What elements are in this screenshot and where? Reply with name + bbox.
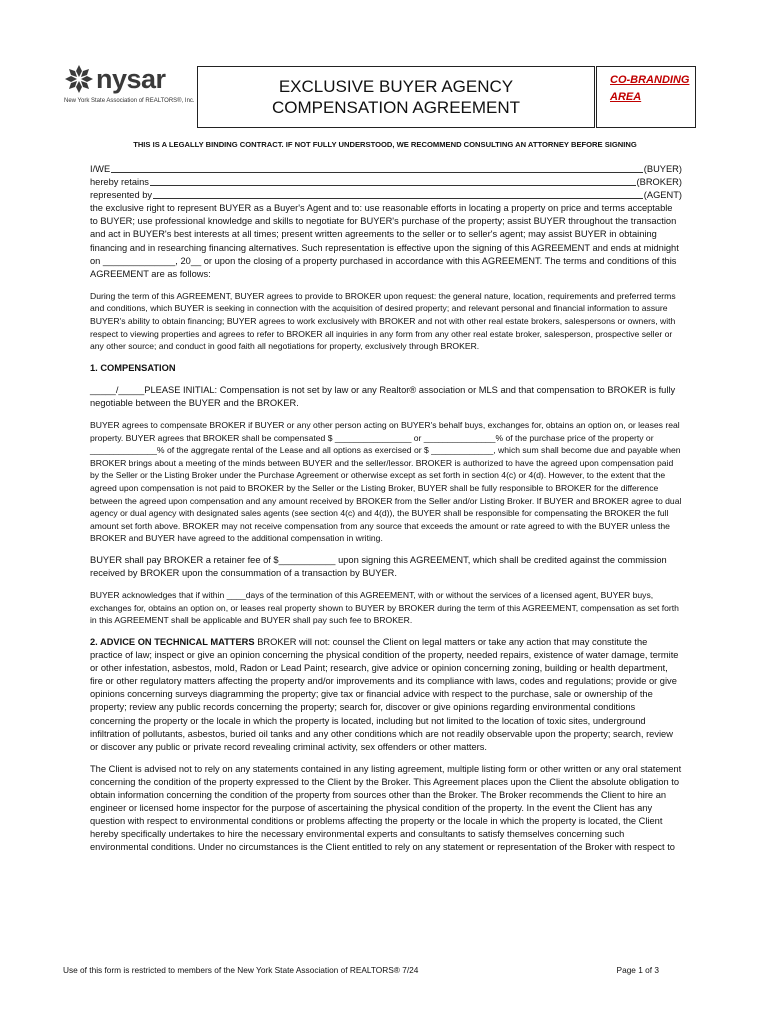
brand-subtitle: New York State Association of REALTORS®, Inc. xyxy=(64,98,195,104)
buyer-label: (BUYER) xyxy=(643,164,682,174)
iwe-label: I/WE xyxy=(90,164,111,174)
nysar-logo xyxy=(64,64,195,110)
section-2-heading: 2. ADVICE ON TECHNICAL MATTERS xyxy=(90,637,255,647)
agreement-body xyxy=(90,163,682,855)
buyer-name-field[interactable] xyxy=(111,172,643,173)
section-1-heading: 1. COMPENSATION xyxy=(90,362,176,373)
legal-notice: THIS IS A LEGALLY BINDING CONTRACT. IF NOT FULLY UNDERSTOOD, WE RECOMMEND CONSULTING AN ATTORNEY BEFORE SIGNING xyxy=(133,140,637,149)
intro-paragraph: the exclusive right to represent BUYER as a Buyer's Agent and to: use reasonable efforts in locating a property on price and terms acceptable to BUYER; use professional knowledge and skills to negotiate for BUYER's purchase of the property; assist BUYER throughout the transaction and act in BUYER's best interests at all times; present written agreements to the seller or to seller's agent; may assist BUYER in obtaining financing and in researching financing alternatives. Such representation is effective upon the signing of this AGREEMENT and ends at midnight on ______________, 20__ or upon the closing of a property purchased in accordance with this AGREEMENT. The terms and conditions of this AGREEMENT are as follows: xyxy=(90,203,679,279)
buyer-line xyxy=(90,163,682,176)
acknowledge-paragraph: BUYER acknowledges that if within ____days of the termination of this AGREEMENT, with or without the services of a licensed agent, BUYER buys, exchanges for, obtains an option on, or leases real property shown to BUYER by BROKER during the term of this AGREEMENT, compensation as set forth in this AGREEMENT shall be applicable and BUYER shall pay such fee to BROKER. xyxy=(90,590,679,626)
footer-restriction: Use of this form is restricted to members of the New York State Association of REALTORS® 7/24 xyxy=(63,965,419,975)
retainer-paragraph: BUYER shall pay BROKER a retainer fee of $___________ upon signing this AGREEMENT, which shall be credited against the commission received by BROKER upon the consummation of a transaction by BUYER. xyxy=(90,555,667,579)
page-number: Page 1 of 3 xyxy=(616,965,659,975)
title-line-2: COMPENSATION AGREEMENT xyxy=(271,98,521,117)
document-title xyxy=(197,66,595,128)
broker-name-field[interactable] xyxy=(150,185,636,186)
cobrand-line-2: AREA xyxy=(610,91,642,103)
agent-label: (AGENT) xyxy=(643,190,682,201)
represented-label: represented by xyxy=(90,190,153,201)
retains-label: hereby retains xyxy=(90,177,149,188)
broker-line xyxy=(90,176,682,189)
nysar-logo-icon xyxy=(64,64,94,94)
section-2-body: BROKER will not: counsel the Client on legal matters or take any action that may constitute the practice of law; inspect or give an opinion concerning the physical condition of the property, needed repairs, existence of water damage, termite or other infestation, asbestos, mold, Radon or Lead Paint; research, give advice or opinion concerning zoning, building or health department, fire or other regulatory matters affecting the property and/or improvements and its compliance with laws, codes and regulations; provide or give opinions concerning surveys diagramming the property; give tax or financial advice with respect to the purchase, sale or ownership of the property; review any public records concerning the property; search for, discover or give opinions regarding environmental conditions concerning the property or the locale in which the property is located, including but not limited to the location of toxic sites, underground infiltration of pollutants, asbestos, buried oil tanks and any other conditions which are not readily observable upon the property; search, review or discover any public or private record revealing criminal activity, sex offenders or other matters. xyxy=(90,637,679,752)
co-branding-area xyxy=(596,66,696,128)
cobrand-line-1: CO-BRANDING xyxy=(610,74,690,86)
agent-line xyxy=(90,189,682,202)
brand-name: nysar xyxy=(96,64,166,94)
compensation-paragraph: BUYER agrees to compensate BROKER if BUYER or any other person acting on BUYER's behalf buys, exchanges for, obtains an option on, or leases real property. BUYER agrees that BROKER shall be compensated $ ________________ or _______________% of the purchase price of the property or ______________% of the aggregate rental of the Lease and all options as exercised or $ _____________, which sum shall become due and payable when BROKER brings about a meeting of the minds between BUYER and the seller/lessor. BROKER is authorized to have the agreed upon compensation paid by the Seller or the Listing Broker under the Purchase Agreement or otherwise except as set forth in section 4(c) or 4(d). However, to the extent that the agreed upon compensation is not paid to BROKER by the Seller or the Listing Broker, BUYER shall be fully responsible to BROKER for the difference between the agreed upon compensation and any amount received by BROKER from the Seller and/or Listing Broker. If BUYER and BROKER agree to dual agency or dual agency with designated sales agents (see section 4(c) and 4(d)), the BUYER shall be responsible for compensating the BROKER the full amount set forth above. BROKER may not receive compensation from any source that exceeds the amount or rate agreed to with the BUYER unless the BROKER and BUYER have agreed to the additional compensation in writing. xyxy=(90,420,682,544)
term-paragraph: During the term of this AGREEMENT, BUYER agrees to provide to BROKER upon request: the general nature, location, requirements and preferred terms and conditions, which BUYER is seeking in connection with the acquisition of desired property; and relevant personal and financial information to assure BUYER's ability to obtain financing; BUYER agrees to work exclusively with BROKER and not with other real estate brokers, salespersons or owners, with respect to viewing properties and agrees to refer to BROKER all inquiries in any form from any other real estate broker, salesperson, prospective seller or any other source; and conduct in good faith all negotiations for property, exclusively through BROKER. xyxy=(90,290,676,352)
title-line-1: EXCLUSIVE BUYER AGENCY xyxy=(278,77,514,96)
broker-label: (BROKER) xyxy=(636,177,682,188)
agent-name-field[interactable] xyxy=(153,198,643,199)
client-advised-paragraph: The Client is advised not to rely on any statements contained in any listing agreement, multiple listing form or other written or any oral statement concerning the condition of the property expressed to the Client by the Broker. This Agreement places upon the Client the absolute obligation to obtain information concerning the condition of the property from sources other than the Broker. The Broker recommends the Client to hire an engineer or licensed home inspector for the purpose of ascertaining the physical condition of the property. In the event the Client has any question with respect to environmental conditions or problems affecting the property or the locale in which the property is located, the Client hereby specifically undertakes to hire the necessary environmental experts and consultants to satisfy themselves concerning such environmental conditions. Under no circumstances is the Client entitled to rely on any statement or representation of the Broker with respect to xyxy=(90,763,682,853)
section-2-paragraph xyxy=(90,636,682,754)
initial-paragraph: _____/_____PLEASE INITIAL: Compensation is not set by law or any Realtor® association or MLS and that compensation to BROKER is fully negotiable between the BUYER and the BROKER. xyxy=(90,384,676,408)
